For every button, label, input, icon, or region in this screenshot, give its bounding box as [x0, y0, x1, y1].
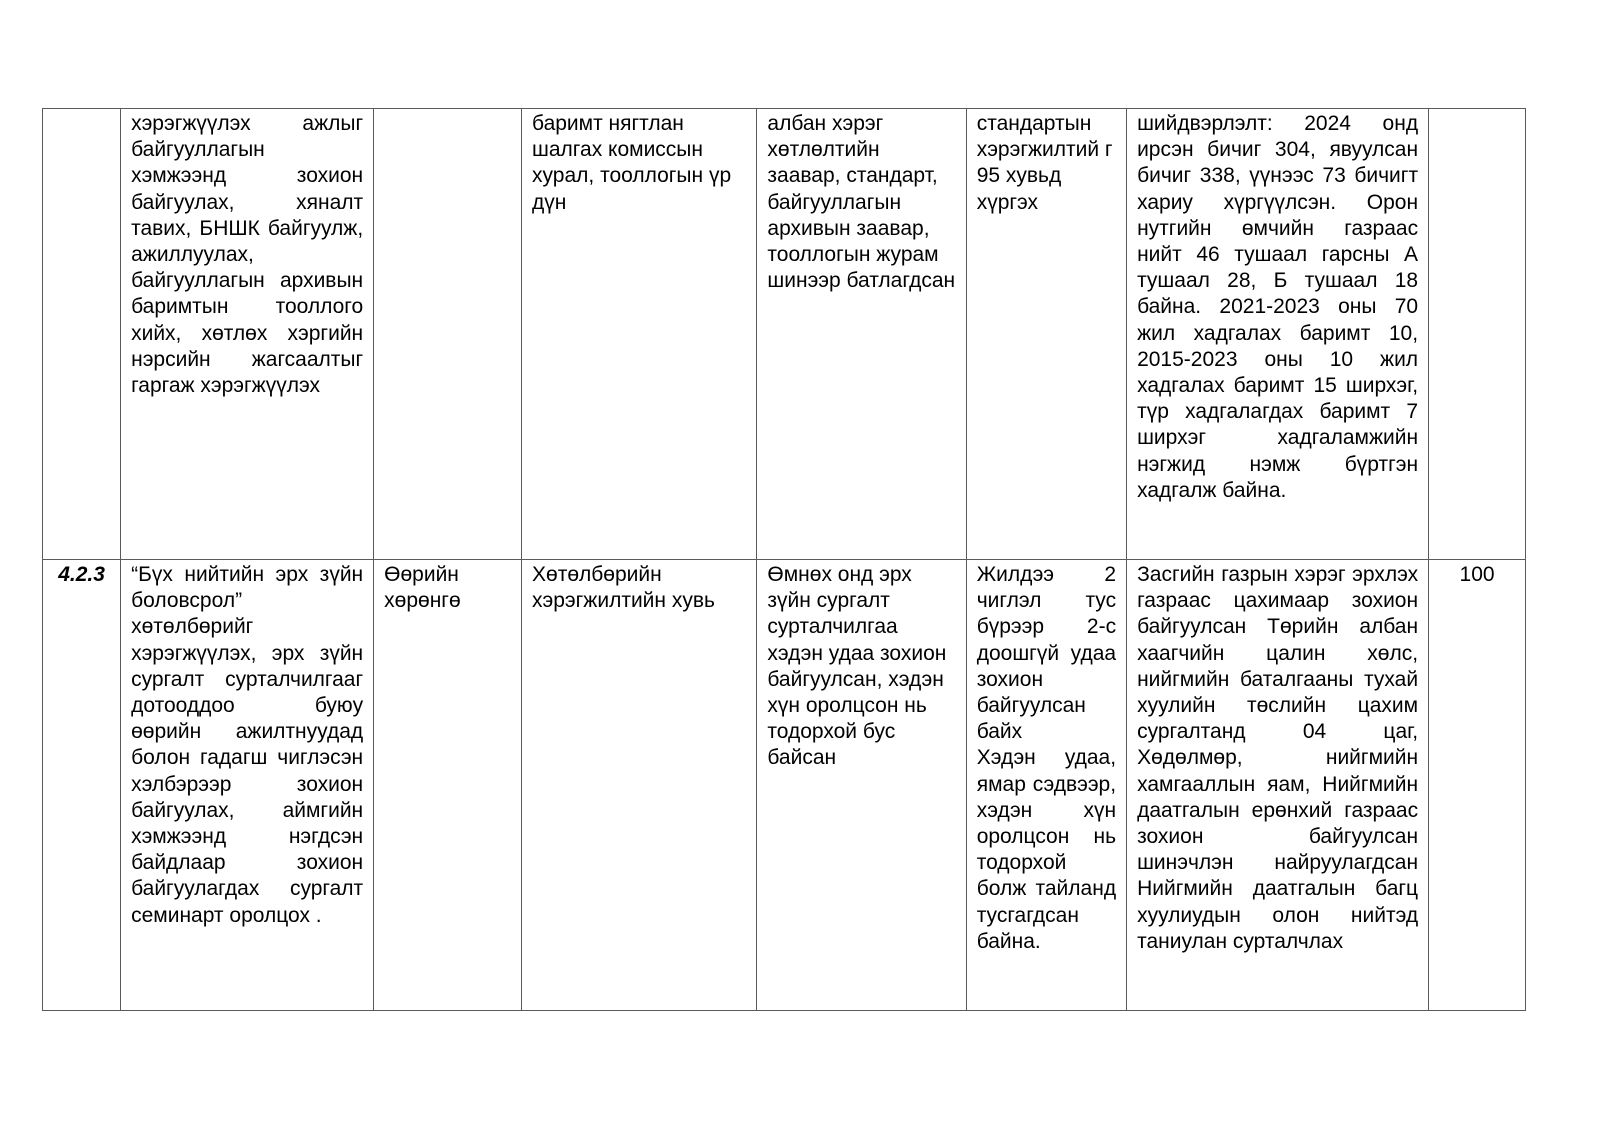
cell-baseline: Өмнөх онд эрх зүйн сургалт сурталчилгаа хэдэн удаа зохион байгуулсан, хэдэн хүн оролцсон нь тодорхой бус байсан [757, 560, 966, 1011]
cell-progress: Засгийн газрын хэрэг эрхлэх газраас цахимаар зохион байгуулсан Төрийн албан хаагчийн цалин хөлс, нийгмийн баталгааны тухай хуулийн төслийн цахим сургалтанд 04 цаг, Хөдөлмөр, нийгмийн хамгааллын яам, Нийгмийн даатгалын ерөнхий газраас зохион байгуулсан шинэчлэн найруулагдсан Нийгмийн даатгалын багц хуулиудын олон нийтэд таниулан сурталчлах [1127, 560, 1429, 1011]
target-paragraph: Жилдээ 2 чиглэл тус бүрээр 2-с доошгүй удаа зохион байгуулсан байх [976, 563, 1117, 744]
cell-funding [374, 109, 522, 560]
cell-number: 4.2.3 [43, 560, 121, 1011]
cell-target [966, 560, 1126, 1011]
cell-target: стандартын хэрэгжилтий г 95 хувьд хүргэх [966, 109, 1126, 560]
cell-activity: “Бүх нийтийн эрх зүйн боловсрол” хөтөлбөрийг хэрэгжүүлэх, эрх зүйн сургалт сурталчилгааг дотооддоо буюу өөрийн ажилтнуудад болон гадагш чиглэсэн хэлбэрээр зохион байгуулах, аймгийн хэмжээнд нэгдсэн байдлаар зохион байгуулагдах сургалт семинарт оролцох . [121, 560, 374, 1011]
cell-activity: хэрэгжүүлэх ажлыг байгууллагын хэмжээнд зохион байгуулах, хяналт тавих, БНШК байгуулж, ажиллуулах, байгууллагын архивын баримтын тооллого хийх, хөтлөх хэргийн нэрсийн жагсаалтыг гаргаж хэрэгжүүлэх [121, 109, 374, 560]
cell-funding: Өөрийн хөрөнгө [374, 560, 522, 1011]
cell-baseline: албан хэрэг хөтлөлтийн заавар, стандарт, байгууллагын архивын заавар, тооллогын журам шинээр батлагдсан [757, 109, 966, 560]
cell-indicator: Хөтөлбөрийн хэрэгжилтийн хувь [522, 560, 757, 1011]
cell-progress: шийдвэрлэлт: 2024 онд ирсэн бичиг 304, явуулсан бичиг 338, үүнээс 73 бичигт хариу хүргүүлсэн. Орон нутгийн өмчийн газраас нийт 46 тушаал гарсны А тушаал 28, Б тушаал 18 байна. 2021-2023 оны 70 жил хадгалах баримт 10, 2015-2023 оны 10 жил хадгалах баримт 15 ширхэг, түр хадгалагдах баримт 7 ширхэг хадгаламжийн нэгжид нэмж бүртгэн хадгалж байна. [1127, 109, 1429, 560]
plan-report-table [42, 108, 1526, 1011]
cell-number [43, 109, 121, 560]
cell-indicator: баримт нягтлан шалгах комиссын хурал, тооллогын үр дүн [522, 109, 757, 560]
table-row [43, 560, 1526, 1011]
cell-percent: 100 [1429, 560, 1526, 1011]
cell-percent [1429, 109, 1526, 560]
target-paragraph: Хэдэн удаа, ямар сэдвээр, хэдэн хүн оролцсон нь тодорхой болж тайланд тусгагдсан байна. [976, 746, 1117, 953]
table-row [43, 109, 1526, 560]
